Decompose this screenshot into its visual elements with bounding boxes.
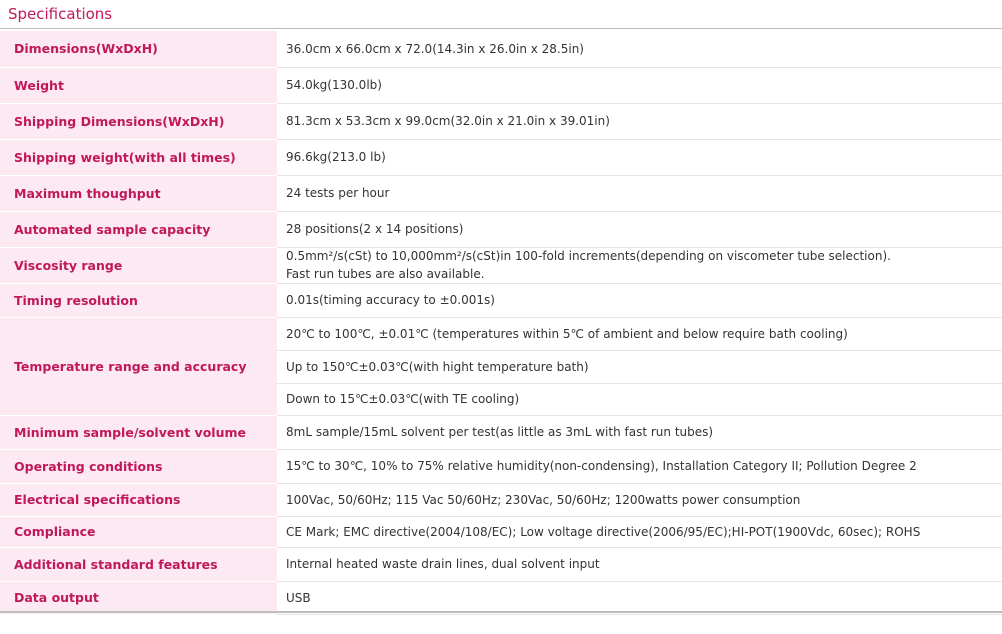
table-row [0,449,1002,483]
viscosity-line-1: 0.5mm²/s(cSt) to 10,000mm²/s(cSt)in 100-fold increments(depending on viscometer tube selection). [286,249,891,263]
table-row [0,547,1002,581]
spec-value-max-throughput: 24 tests per hour [277,175,1002,211]
spec-label-viscosity-range: Viscosity range [0,247,277,283]
spec-label-sample-capacity: Automated sample capacity [0,211,277,247]
table-row [0,247,1002,283]
spec-value-data-output: USB [277,581,1002,614]
specifications-table [0,31,1002,615]
table-row [0,581,1002,614]
spec-label-additional-features: Additional standard features [0,547,277,581]
spec-label-shipping-weight: Shipping weight(with all times) [0,139,277,175]
spec-value-temperature-3: Down to 15℃±0.03℃(with TE cooling) [277,383,1002,415]
spec-value-min-volume: 8mL sample/15mL solvent per test(as little as 3mL with fast run tubes) [277,415,1002,449]
table-row [0,283,1002,317]
spec-label-max-throughput: Maximum thoughput [0,175,277,211]
table-row [0,211,1002,247]
spec-value-shipping-dimensions: 81.3cm x 53.3cm x 99.0cm(32.0in x 21.0in x 39.01in) [277,103,1002,139]
table-row [0,31,1002,67]
spec-value-electrical: 100Vac, 50/60Hz; 115 Vac 50/60Hz; 230Vac, 50/60Hz; 1200watts power consumption [277,483,1002,516]
spec-label-min-volume: Minimum sample/solvent volume [0,415,277,449]
spec-value-weight: 54.0kg(130.0lb) [277,67,1002,103]
spec-value-additional-features: Internal heated waste drain lines, dual solvent input [277,547,1002,581]
table-row [0,67,1002,103]
spec-value-compliance: CE Mark; EMC directive(2004/108/EC); Low voltage directive(2006/95/EC);HI-POT(1900Vdc, 60sec); ROHS [277,516,1002,547]
spec-label-electrical: Electrical specifications [0,483,277,516]
table-row [0,139,1002,175]
spec-label-temperature: Temperature range and accuracy [0,317,277,415]
spec-label-compliance: Compliance [0,516,277,547]
spec-label-data-output: Data output [0,581,277,614]
viscosity-line-2: Fast run tubes are also available. [286,267,485,281]
table-row [0,175,1002,211]
spec-value-dimensions: 36.0cm x 66.0cm x 72.0(14.3in x 26.0in x 28.5in) [277,31,1002,67]
table-row [0,516,1002,547]
spec-value-temperature-2: Up to 150℃±0.03℃(with hight temperature bath) [277,350,1002,383]
bottom-divider [0,611,1002,613]
table-row [0,483,1002,516]
spec-label-timing-resolution: Timing resolution [0,283,277,317]
spec-value-timing-resolution: 0.01s(timing accuracy to ±0.001s) [277,283,1002,317]
spec-value-viscosity-range [277,247,1002,283]
spec-label-dimensions: Dimensions(WxDxH) [0,31,277,67]
spec-value-operating-conditions: 15℃ to 30℃, 10% to 75% relative humidity(non-condensing), Installation Category II; Pollution Degree 2 [277,449,1002,483]
title-divider [0,28,1002,29]
spec-value-sample-capacity: 28 positions(2 x 14 positions) [277,211,1002,247]
table-row [0,103,1002,139]
section-title: Specifications [8,5,113,23]
spec-label-weight: Weight [0,67,277,103]
table-row [0,415,1002,449]
spec-label-operating-conditions: Operating conditions [0,449,277,483]
spec-value-shipping-weight: 96.6kg(213.0 lb) [277,139,1002,175]
table-row [0,317,1002,350]
spec-label-shipping-dimensions: Shipping Dimensions(WxDxH) [0,103,277,139]
spec-value-temperature-1: 20℃ to 100℃, ±0.01℃ (temperatures within 5℃ of ambient and below require bath cooling) [277,317,1002,350]
